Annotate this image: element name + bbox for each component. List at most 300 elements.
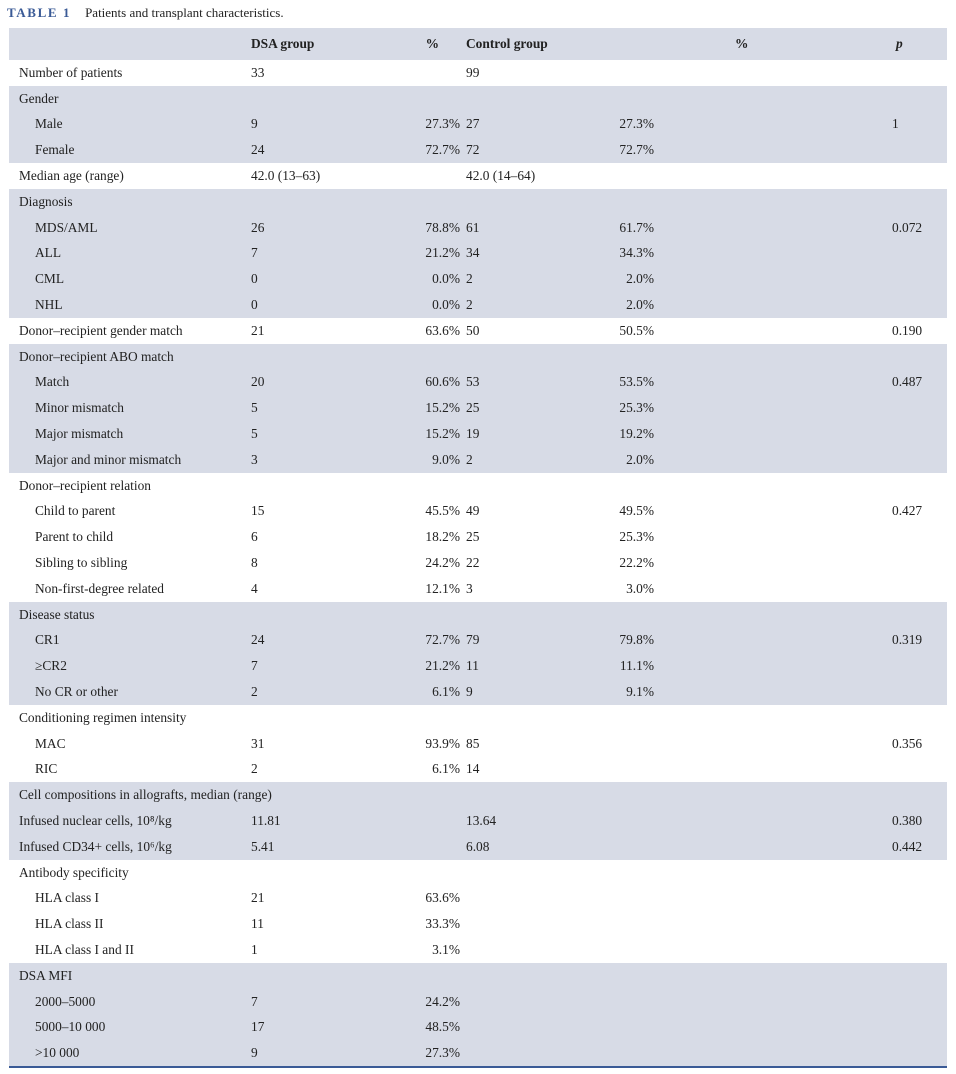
row-label	[9, 344, 241, 370]
dsa-percent: 0.0%	[381, 292, 466, 318]
control-percent	[577, 1040, 774, 1066]
row-label	[9, 628, 241, 654]
table-row	[9, 292, 947, 318]
p-value	[774, 266, 947, 292]
dsa-value: 0	[241, 266, 381, 292]
dsa-value	[241, 86, 381, 112]
dsa-value: 11	[251, 916, 264, 932]
table-row	[9, 60, 947, 86]
dsa-percent	[381, 163, 466, 189]
control-percent	[577, 886, 774, 912]
row-label-text: 2000–5000	[35, 993, 96, 1009]
p-value	[774, 757, 947, 783]
row-label	[9, 834, 241, 860]
table-title: Patients and transplant characteristics.	[85, 5, 284, 20]
control-value: 3	[466, 580, 473, 596]
row-label	[9, 473, 241, 499]
control-value	[466, 705, 577, 731]
control-value: 79	[466, 628, 577, 654]
dsa-percent: 48.5%	[381, 1014, 466, 1040]
control-percent	[577, 834, 774, 860]
control-value	[466, 1014, 577, 1040]
dsa-value: 0	[241, 292, 381, 318]
table-row	[9, 989, 947, 1015]
control-value: 22	[466, 555, 480, 571]
row-label-text: Child to parent	[35, 503, 116, 519]
table-row	[9, 344, 947, 370]
dsa-value: 7	[241, 989, 381, 1015]
table-row	[9, 395, 947, 421]
table-row	[9, 370, 947, 396]
control-value	[466, 344, 577, 370]
p-value: 0.380	[774, 808, 947, 834]
table-row	[9, 911, 947, 937]
header-row	[9, 28, 947, 60]
p-value: 0.190	[892, 322, 923, 338]
dsa-percent: 12.1%	[425, 580, 460, 596]
dsa-value: 9	[241, 1040, 381, 1066]
dsa-value: 20	[241, 370, 381, 396]
p-value: 0.487	[774, 370, 947, 396]
dsa-value: 15	[251, 503, 265, 519]
control-value	[466, 886, 577, 912]
row-label-text: Infused CD34+ cells, 10⁶/kg	[19, 838, 172, 854]
table-row	[9, 782, 947, 808]
p-value	[774, 473, 947, 499]
row-label	[9, 499, 241, 525]
control-percent: 2.0%	[577, 292, 774, 318]
row-label-text: Minor mismatch	[35, 400, 124, 416]
dsa-percent	[381, 963, 466, 989]
control-percent: 3.0%	[626, 580, 654, 596]
p-value: 0.072	[774, 215, 947, 241]
row-label-text: 5000–10 000	[35, 1019, 106, 1035]
control-percent: 61.7%	[577, 215, 774, 241]
p-value	[774, 189, 947, 215]
row-label-text: Non-first-degree related	[35, 580, 165, 596]
row-label	[9, 550, 241, 576]
row-label-text: ALL	[35, 245, 62, 261]
dsa-value: 7	[241, 241, 381, 267]
dsa-value: 5	[241, 421, 381, 447]
table-row	[9, 86, 947, 112]
dsa-value: 26	[241, 215, 381, 241]
dsa-value	[241, 602, 381, 628]
dsa-percent: 9.0%	[381, 447, 466, 473]
control-value: 49	[466, 503, 480, 519]
p-value	[774, 576, 947, 602]
row-label	[9, 395, 241, 421]
control-percent: 49.5%	[619, 503, 654, 519]
p-value: 0.442	[774, 834, 947, 860]
dsa-value	[241, 344, 381, 370]
control-value: 25	[466, 395, 577, 421]
p-value	[774, 292, 947, 318]
p-value	[774, 241, 947, 267]
p-value	[774, 524, 947, 550]
dsa-percent: 27.3%	[381, 112, 466, 138]
p-value	[774, 911, 947, 937]
row-label-text: Median age (range)	[19, 168, 124, 184]
dsa-percent: 18.2%	[425, 529, 460, 545]
dsa-percent: 78.8%	[381, 215, 466, 241]
dsa-percent	[381, 705, 466, 731]
table-row	[9, 963, 947, 989]
header-p-value: p	[774, 28, 947, 60]
control-value: 13.64	[466, 808, 577, 834]
row-label-text: HLA class II	[35, 916, 104, 932]
dsa-percent	[381, 808, 466, 834]
row-label	[9, 886, 241, 912]
p-value: 0.356	[892, 735, 923, 751]
control-percent: 9.1%	[577, 679, 774, 705]
table-row	[9, 318, 947, 344]
control-value	[466, 473, 577, 499]
control-percent	[577, 86, 774, 112]
control-value	[466, 189, 577, 215]
control-value: 14	[466, 761, 480, 777]
row-label	[9, 653, 241, 679]
row-label-text: HLA class I	[35, 890, 99, 906]
dsa-percent: 15.2%	[381, 421, 466, 447]
control-percent: 50.5%	[619, 322, 654, 338]
row-label-text: Antibody specificity	[19, 864, 129, 880]
control-percent: 19.2%	[577, 421, 774, 447]
table-row	[9, 731, 947, 757]
dsa-value	[241, 705, 381, 731]
table-row	[9, 808, 947, 834]
dsa-percent	[381, 60, 466, 86]
control-percent	[577, 473, 774, 499]
row-label-text: Disease status	[19, 606, 95, 622]
dsa-value: 17	[241, 1014, 381, 1040]
dsa-value: 2	[241, 679, 381, 705]
table-row	[9, 189, 947, 215]
table-row	[9, 576, 947, 602]
row-label-text: HLA class I and II	[35, 941, 134, 957]
row-label	[9, 937, 241, 963]
control-value	[466, 989, 577, 1015]
row-label-text: Gender	[19, 90, 59, 106]
control-value	[466, 602, 577, 628]
row-label-text: CR1	[35, 632, 60, 648]
row-label	[9, 705, 241, 731]
control-value: 6.08	[466, 834, 577, 860]
row-label	[9, 911, 241, 937]
control-value: 85	[466, 735, 480, 751]
dsa-percent	[381, 344, 466, 370]
row-label	[9, 989, 241, 1015]
control-percent: 2.0%	[577, 447, 774, 473]
control-percent	[577, 163, 774, 189]
table-row	[9, 447, 947, 473]
dsa-percent	[381, 473, 466, 499]
control-percent	[577, 705, 774, 731]
control-percent: 27.3%	[577, 112, 774, 138]
row-label-text: Cell compositions in allografts, median (range)	[19, 787, 272, 803]
dsa-percent: 63.6%	[425, 322, 460, 338]
table-row	[9, 137, 947, 163]
row-label-text: Conditioning regimen intensity	[19, 709, 187, 725]
row-label	[9, 189, 241, 215]
p-value	[774, 86, 947, 112]
dsa-percent: 93.9%	[425, 735, 460, 751]
row-label-text: DSA MFI	[19, 967, 73, 983]
p-value: 0.427	[892, 503, 923, 519]
row-label-text: MDS/AML	[35, 219, 98, 235]
p-value	[774, 937, 947, 963]
dsa-percent: 21.2%	[381, 653, 466, 679]
p-value	[774, 886, 947, 912]
p-value	[774, 860, 947, 886]
control-value	[466, 86, 577, 112]
control-value: 99	[466, 64, 480, 80]
table-row	[9, 653, 947, 679]
dsa-value	[241, 963, 381, 989]
dsa-percent: 6.1%	[381, 679, 466, 705]
row-label	[9, 241, 241, 267]
table-row	[9, 834, 947, 860]
control-value: 27	[466, 112, 577, 138]
row-label	[9, 1014, 241, 1040]
characteristics-table	[9, 28, 947, 1066]
dsa-percent	[381, 834, 466, 860]
dsa-percent	[381, 602, 466, 628]
table-row	[9, 757, 947, 783]
p-value	[774, 705, 947, 731]
control-value: 19	[466, 421, 577, 447]
row-label-text: Major mismatch	[35, 426, 124, 442]
dsa-percent: 72.7%	[381, 628, 466, 654]
control-percent	[577, 860, 774, 886]
table-row	[9, 705, 947, 731]
dsa-percent: 0.0%	[381, 266, 466, 292]
control-value	[466, 911, 577, 937]
row-label	[9, 318, 241, 344]
dsa-value	[241, 189, 381, 215]
control-percent	[577, 189, 774, 215]
control-value: 2	[466, 447, 577, 473]
control-percent	[577, 808, 774, 834]
p-value	[774, 447, 947, 473]
row-label-text: Donor–recipient ABO match	[19, 348, 174, 364]
dsa-value	[241, 860, 381, 886]
header-characteristic	[9, 28, 241, 60]
p-value	[774, 550, 947, 576]
control-percent	[577, 963, 774, 989]
control-percent	[577, 989, 774, 1015]
table-row	[9, 602, 947, 628]
dsa-value: 21	[251, 322, 265, 338]
control-value: 61	[466, 215, 577, 241]
table-row	[9, 499, 947, 525]
control-value	[466, 963, 577, 989]
row-label	[9, 215, 241, 241]
control-value: 25	[466, 529, 480, 545]
dsa-value: 1	[251, 941, 258, 957]
row-label	[9, 782, 272, 808]
row-label-text: CML	[35, 271, 65, 287]
row-label-text: Female	[35, 142, 75, 158]
dsa-value: 5	[241, 395, 381, 421]
row-label	[9, 860, 241, 886]
row-label-text: Number of patients	[19, 64, 123, 80]
table-row	[9, 886, 947, 912]
p-value	[774, 1014, 947, 1040]
header-dsa-group: DSA group	[241, 28, 381, 60]
control-value	[466, 937, 577, 963]
dsa-percent: 72.7%	[381, 137, 466, 163]
control-percent: 25.3%	[577, 395, 774, 421]
table-row	[9, 473, 947, 499]
row-label	[9, 963, 241, 989]
dsa-value: 42.0 (13–63)	[251, 168, 321, 184]
row-label-text: NHL	[35, 297, 63, 313]
control-percent: 34.3%	[577, 241, 774, 267]
table-row	[9, 524, 947, 550]
header-dsa-percent: %	[381, 28, 466, 60]
p-value	[774, 421, 947, 447]
row-label-text: Donor–recipient gender match	[19, 322, 183, 338]
row-label-text: Parent to child	[35, 529, 114, 545]
p-value	[774, 989, 947, 1015]
p-value: 1	[774, 112, 947, 138]
control-value: 42.0 (14–64)	[466, 168, 536, 184]
row-label-text: Infused nuclear cells, 10⁸/kg	[19, 813, 172, 828]
row-label-text: Male	[35, 116, 63, 132]
table-row	[9, 550, 947, 576]
row-label	[9, 447, 241, 473]
control-percent: 25.3%	[619, 529, 654, 545]
control-percent	[577, 60, 774, 86]
dsa-value: 11.81	[241, 808, 381, 834]
dsa-value: 9	[241, 112, 381, 138]
dsa-value: 6	[251, 529, 258, 545]
dsa-percent	[381, 189, 466, 215]
control-percent	[577, 731, 774, 757]
p-value	[774, 963, 947, 989]
row-label-text: Diagnosis	[19, 193, 73, 209]
control-percent: 72.7%	[577, 137, 774, 163]
control-percent	[577, 602, 774, 628]
p-value	[774, 782, 947, 808]
p-value	[774, 602, 947, 628]
row-label-text: RIC	[35, 761, 58, 777]
control-percent: 79.8%	[577, 628, 774, 654]
dsa-percent: 24.2%	[381, 989, 466, 1015]
control-value: 9	[466, 679, 577, 705]
control-percent	[577, 782, 774, 808]
table-row	[9, 1040, 947, 1066]
p-value	[774, 137, 947, 163]
control-percent	[577, 911, 774, 937]
row-label	[9, 292, 241, 318]
p-value	[774, 679, 947, 705]
table-row	[9, 266, 947, 292]
p-value	[774, 163, 947, 189]
row-label-text: Major and minor mismatch	[35, 451, 182, 467]
dsa-percent: 6.1%	[432, 761, 460, 777]
dsa-percent: 21.2%	[381, 241, 466, 267]
dsa-percent: 27.3%	[381, 1040, 466, 1066]
row-label	[9, 602, 241, 628]
row-label	[9, 524, 241, 550]
control-percent: 22.2%	[619, 555, 654, 571]
dsa-percent: 33.3%	[425, 916, 460, 932]
control-value: 72	[466, 137, 577, 163]
row-label	[9, 163, 241, 189]
dsa-value: 24	[241, 628, 381, 654]
table-caption	[7, 3, 284, 23]
table-row	[9, 112, 947, 138]
table-row	[9, 163, 947, 189]
row-label-text: Match	[35, 374, 70, 390]
row-label	[9, 808, 241, 834]
row-label	[9, 137, 241, 163]
row-label	[9, 266, 241, 292]
control-percent: 53.5%	[577, 370, 774, 396]
row-label-text: Sibling to sibling	[35, 555, 128, 571]
table-row	[9, 679, 947, 705]
p-value	[774, 653, 947, 679]
dsa-percent: 24.2%	[425, 555, 460, 571]
p-value	[774, 60, 947, 86]
table-row	[9, 860, 947, 886]
row-label	[9, 60, 241, 86]
table-bottom-rule	[9, 1066, 947, 1068]
dsa-value: 2	[251, 761, 258, 777]
control-percent: 2.0%	[577, 266, 774, 292]
dsa-percent	[381, 782, 466, 808]
control-value	[466, 1040, 577, 1066]
control-value: 50	[466, 322, 480, 338]
dsa-value: 33	[251, 64, 265, 80]
dsa-percent: 45.5%	[425, 503, 460, 519]
control-value	[466, 860, 577, 886]
table-label: TABLE 1	[7, 5, 72, 20]
control-value: 2	[466, 292, 577, 318]
dsa-value: 24	[241, 137, 381, 163]
row-label	[9, 757, 241, 783]
row-label	[9, 679, 241, 705]
row-label-text: Donor–recipient relation	[19, 477, 151, 493]
dsa-value: 5.41	[241, 834, 381, 860]
control-percent	[577, 937, 774, 963]
row-label	[9, 421, 241, 447]
row-label-text: >10 000	[35, 1045, 80, 1061]
control-value: 53	[466, 370, 577, 396]
row-label	[9, 731, 241, 757]
table-body	[9, 60, 947, 1066]
dsa-value	[241, 473, 381, 499]
dsa-value: 8	[251, 555, 258, 571]
dsa-percent: 3.1%	[432, 941, 460, 957]
dsa-percent	[381, 86, 466, 112]
control-percent	[577, 757, 774, 783]
row-label-text: No CR or other	[35, 684, 118, 700]
table-row	[9, 1014, 947, 1040]
table-row	[9, 421, 947, 447]
p-value	[774, 344, 947, 370]
row-label	[9, 1040, 241, 1066]
dsa-value: 7	[241, 653, 381, 679]
row-label	[9, 370, 241, 396]
row-label-text: MAC	[35, 735, 66, 751]
p-value	[774, 395, 947, 421]
table-row	[9, 215, 947, 241]
dsa-value: 21	[251, 890, 265, 906]
header-control-group: Control group	[466, 28, 577, 60]
